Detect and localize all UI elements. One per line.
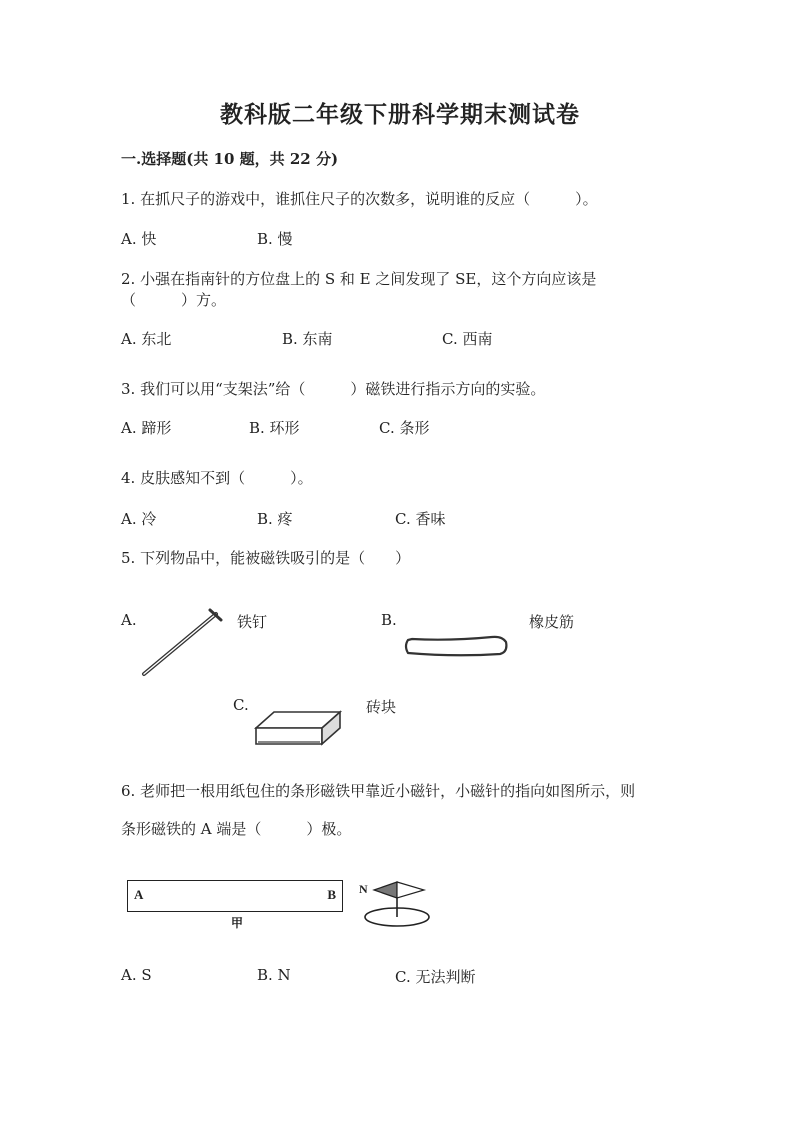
q5-item-c-letter[interactable]: C.	[233, 696, 249, 714]
q5-item-a-letter[interactable]: A.	[121, 611, 137, 629]
q6-option-c[interactable]: C. 无法判断	[395, 968, 476, 986]
q3-option-a[interactable]: A. 蹄形	[121, 419, 172, 437]
q1-option-b[interactable]: B. 慢	[257, 230, 293, 248]
q4-option-c[interactable]: C. 香味	[395, 510, 446, 528]
q3-option-b[interactable]: B. 环形	[249, 419, 300, 437]
question-6-text: 6. 老师把一根用纸包住的条形磁铁甲靠近小磁针，小磁针的指向如图所示，则	[121, 782, 636, 800]
needle-pole-label: N	[359, 882, 368, 896]
magnet-end-a: A	[134, 887, 144, 902]
q5-item-b-letter[interactable]: B.	[381, 611, 397, 629]
iron-nail-icon	[138, 606, 224, 680]
q5-item-c-label: 砖块	[366, 698, 397, 716]
q2-option-c[interactable]: C. 西南	[442, 330, 493, 348]
brick-icon	[252, 706, 344, 748]
q5-item-a-label: 铁钉	[237, 613, 268, 631]
page-title: 教科版二年级下册科学期末测试卷	[220, 101, 580, 128]
question-4-text: 4. 皮肤感知不到（ ）。	[121, 469, 313, 487]
q6-option-a[interactable]: A. S	[121, 966, 152, 984]
question-2-text: 2. 小强在指南针的方位盘上的 S 和 E 之间发现了 SE，这个方向应该是	[121, 270, 597, 288]
q1-option-a[interactable]: A. 快	[121, 230, 157, 248]
q5-item-b-label: 橡皮筋	[529, 613, 575, 631]
q4-option-a[interactable]: A. 冷	[121, 510, 157, 528]
q2-option-a[interactable]: A. 东北	[121, 330, 172, 348]
question-5-text: 5. 下列物品中，能被磁铁吸引的是（ ）	[121, 549, 411, 567]
question-2-text-line2: （ ）方。	[121, 291, 227, 309]
magnet-end-b: B	[327, 887, 336, 902]
question-1-text: 1. 在抓尺子的游戏中，谁抓住尺子的次数多，说明谁的反应（ ）。	[121, 190, 598, 208]
q6-option-b[interactable]: B. N	[257, 966, 291, 984]
rubber-band-icon	[400, 632, 510, 660]
bar-magnet	[127, 880, 343, 912]
magnet-label: 甲	[231, 916, 244, 930]
question-3-text: 3. 我们可以用“支架法”给（ ）磁铁进行指示方向的实验。	[121, 380, 546, 398]
q3-option-c[interactable]: C. 条形	[379, 419, 430, 437]
question-6-text-line2: 条形磁铁的 A 端是（ ）极。	[121, 820, 352, 838]
q2-option-b[interactable]: B. 东南	[282, 330, 333, 348]
q4-option-b[interactable]: B. 疼	[257, 510, 293, 528]
section-heading: 一.选择题(共 10 题，共 22 分)	[121, 150, 339, 168]
compass-needle-icon	[358, 876, 438, 932]
